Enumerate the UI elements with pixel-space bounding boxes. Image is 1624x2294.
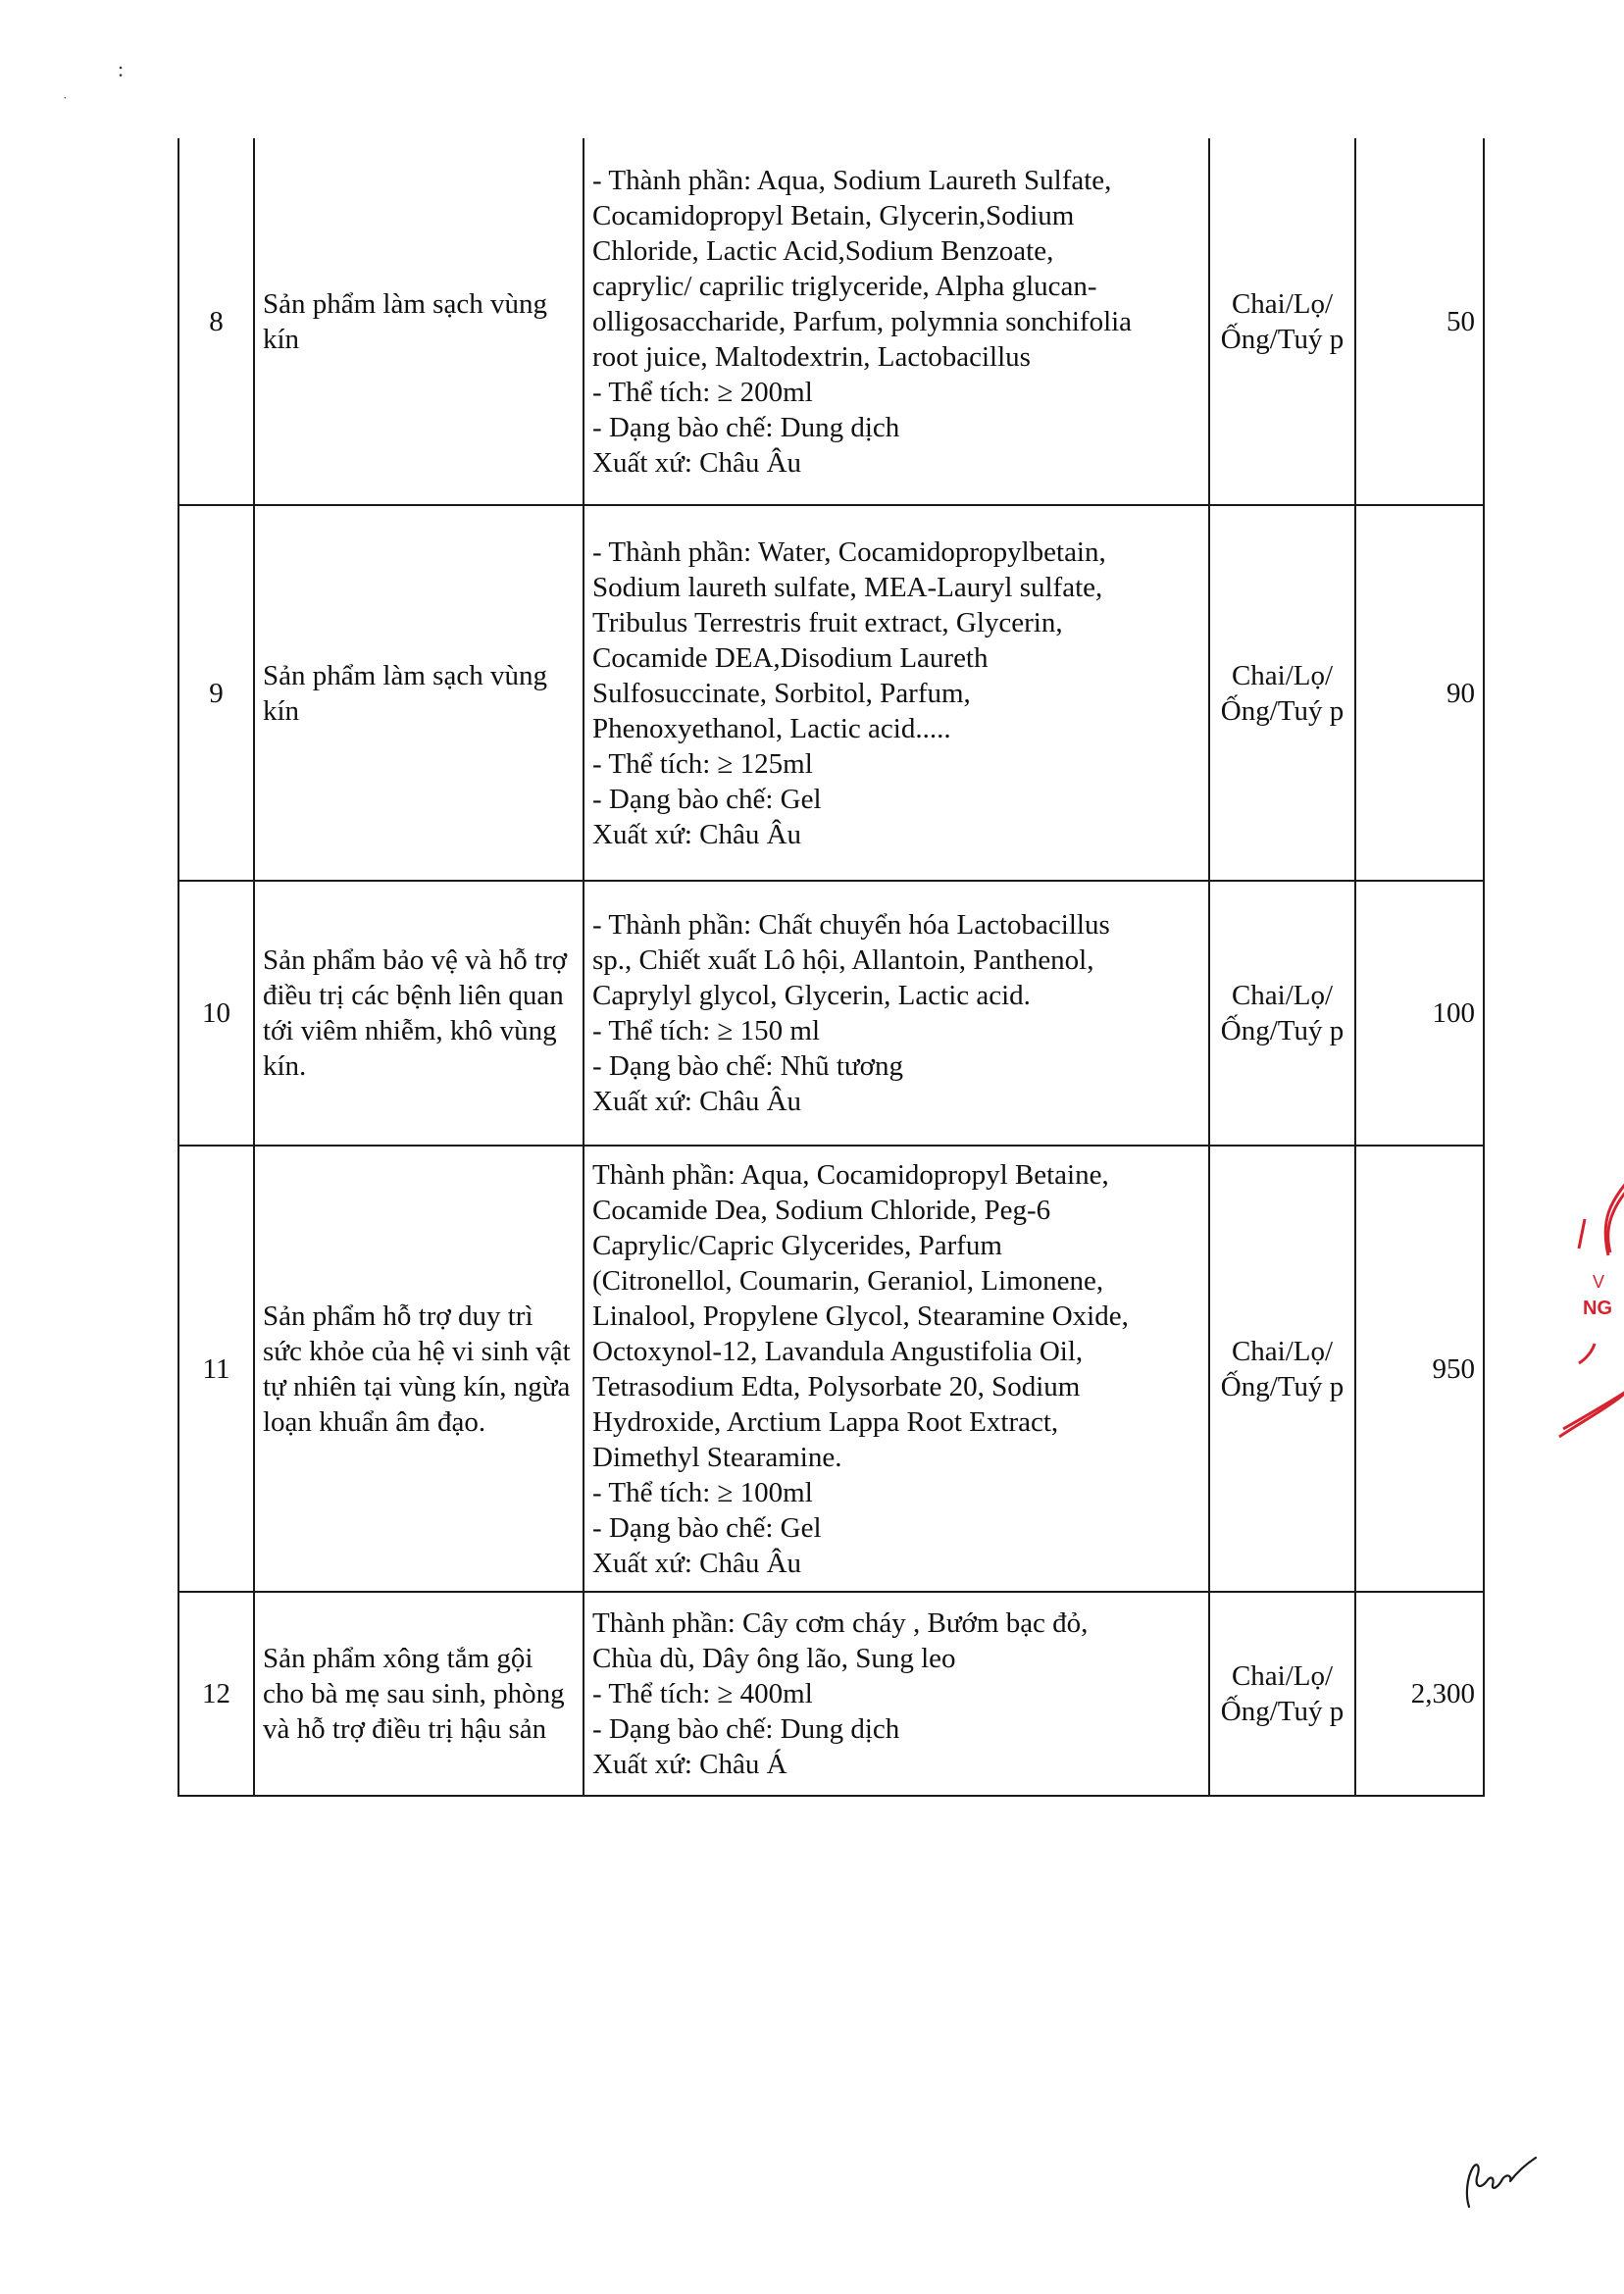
official-stamp	[1549, 1162, 1624, 1456]
row-number: 11	[178, 1146, 254, 1592]
scan-mark: ˙	[63, 95, 68, 110]
product-description	[584, 1146, 1209, 1592]
quantity: 950	[1355, 1146, 1484, 1592]
description-line: - Thể tích: ≥ 125ml	[592, 747, 813, 780]
description-line: Xuất xứ: Châu Âu	[592, 818, 802, 850]
table-row	[178, 881, 1484, 1146]
unit: Chai/Lọ/ Ống/Tuý p	[1209, 138, 1355, 505]
product-name: Sản phẩm hỗ trợ duy trì sức khỏe của hệ vi sinh vật tự nhiên tại vùng kín, ngừa loạn khuẩn âm đạo.	[254, 1146, 584, 1592]
description-line: olligosaccharide, Parfum, polymnia sonchifolia	[592, 305, 1133, 337]
product-table	[178, 138, 1485, 1797]
description-line: Linalool, Propylene Glycol, Stearamine Oxide,	[592, 1300, 1129, 1332]
unit: Chai/Lọ/ Ống/Tuý p	[1209, 881, 1355, 1146]
description-line: - Thành phần: Aqua, Sodium Laureth Sulfate,	[592, 164, 1112, 196]
description-line: - Dạng bào chế: Dung dịch	[592, 1713, 900, 1745]
quantity: 2,300	[1355, 1592, 1484, 1796]
description-line: Thành phần: Aqua, Cocamidopropyl Betaine,	[592, 1158, 1109, 1191]
description-line: Caprylic/Capric Glycerides, Parfum	[592, 1229, 1002, 1261]
row-number: 12	[178, 1592, 254, 1796]
signature	[1451, 2148, 1540, 2212]
row-number: 9	[178, 505, 254, 881]
table-row	[178, 505, 1484, 881]
description-line: Sodium laureth sulfate, MEA-Lauryl sulfate,	[592, 571, 1103, 603]
scan-mark: :	[118, 57, 125, 81]
description-line: Chùa dù, Dây ông lão, Sung leo	[592, 1643, 956, 1674]
description-line: - Thể tích: ≥ 400ml	[592, 1678, 813, 1709]
row-number: 8	[178, 138, 254, 505]
product-name: Sản phẩm xông tắm gội cho bà mẹ sau sinh, phòng và hỗ trợ điều trị hậu sản	[254, 1592, 584, 1796]
description-line: Caprylyl glycol, Glycerin, Lactic acid.	[592, 980, 1031, 1011]
description-line: caprylic/ caprilic triglyceride, Alpha glucan-	[592, 270, 1097, 302]
description-line: Dimethyl Stearamine.	[592, 1441, 842, 1473]
stamp-lettering: NG	[1583, 1298, 1612, 1319]
description-line: Tribulus Terrestris fruit extract, Glycerin,	[592, 606, 1063, 638]
product-description	[584, 1592, 1209, 1796]
description-line: - Dạng bào chế: Gel	[592, 783, 822, 815]
stamp-lettering: V	[1593, 1272, 1605, 1292]
description-line: (Citronellol, Coumarin, Geraniol, Limonene,	[592, 1264, 1104, 1297]
description-line: - Thành phần: Chất chuyển hóa Lactobacillus	[592, 909, 1110, 941]
table-row	[178, 1592, 1484, 1796]
description-line: root juice, Maltodextrin, Lactobacillus	[592, 340, 1031, 373]
description-line: - Dạng bào chế: Nhũ tương	[592, 1050, 903, 1082]
description-line: Sulfosuccinate, Sorbitol, Parfum,	[592, 677, 971, 709]
product-description	[584, 138, 1209, 505]
quantity: 50	[1355, 138, 1484, 505]
description-line: Thành phần: Cây cơm cháy , Bướm bạc đỏ,	[592, 1607, 1089, 1639]
description-line: Octoxynol-12, Lavandula Angustifolia Oil,	[592, 1335, 1084, 1367]
description-line: Xuất xứ: Châu Âu	[592, 446, 802, 479]
description-line: - Thể tích: ≥ 100ml	[592, 1476, 813, 1508]
product-name: Sản phẩm bảo vệ và hỗ trợ điều trị các bệnh liên quan tới viêm nhiễm, khô vùng kín.	[254, 881, 584, 1146]
description-line: - Thể tích: ≥ 200ml	[592, 376, 813, 408]
description-line: Cocamide DEA,Disodium Laureth	[592, 641, 989, 674]
description-line: - Thể tích: ≥ 150 ml	[592, 1015, 821, 1046]
unit: Chai/Lọ/ Ống/Tuý p	[1209, 505, 1355, 881]
description-line: - Dạng bào chế: Dung dịch	[592, 411, 900, 443]
description-line: - Thành phần: Water, Cocamidopropylbetain,	[592, 535, 1106, 568]
description-line: Xuất xứ: Châu Á	[592, 1749, 787, 1780]
description-line: Tetrasodium Edta, Polysorbate 20, Sodium	[592, 1370, 1081, 1402]
product-name: Sản phẩm làm sạch vùng kín	[254, 138, 584, 505]
product-description	[584, 881, 1209, 1146]
description-line: Phenoxyethanol, Lactic acid.....	[592, 712, 951, 744]
table-row	[178, 1146, 1484, 1592]
unit: Chai/Lọ/ Ống/Tuý p	[1209, 1146, 1355, 1592]
product-description	[584, 505, 1209, 881]
description-line: Cocamidopropyl Betain, Glycerin,Sodium	[592, 199, 1075, 231]
description-line: - Dạng bào chế: Gel	[592, 1511, 822, 1544]
row-number: 10	[178, 881, 254, 1146]
quantity: 90	[1355, 505, 1484, 881]
quantity: 100	[1355, 881, 1484, 1146]
description-line: Cocamide Dea, Sodium Chloride, Peg-6	[592, 1194, 1051, 1226]
table-row	[178, 138, 1484, 505]
product-name: Sản phẩm làm sạch vùng kín	[254, 505, 584, 881]
description-line: Chloride, Lactic Acid,Sodium Benzoate,	[592, 234, 1054, 267]
description-line: sp., Chiết xuất Lô hội, Allantoin, Panthenol,	[592, 944, 1094, 976]
unit: Chai/Lọ/ Ống/Tuý p	[1209, 1592, 1355, 1796]
description-line: Xuất xứ: Châu Âu	[592, 1086, 802, 1117]
description-line: Hydroxide, Arctium Lappa Root Extract,	[592, 1405, 1059, 1438]
description-line: Xuất xứ: Châu Âu	[592, 1547, 802, 1579]
